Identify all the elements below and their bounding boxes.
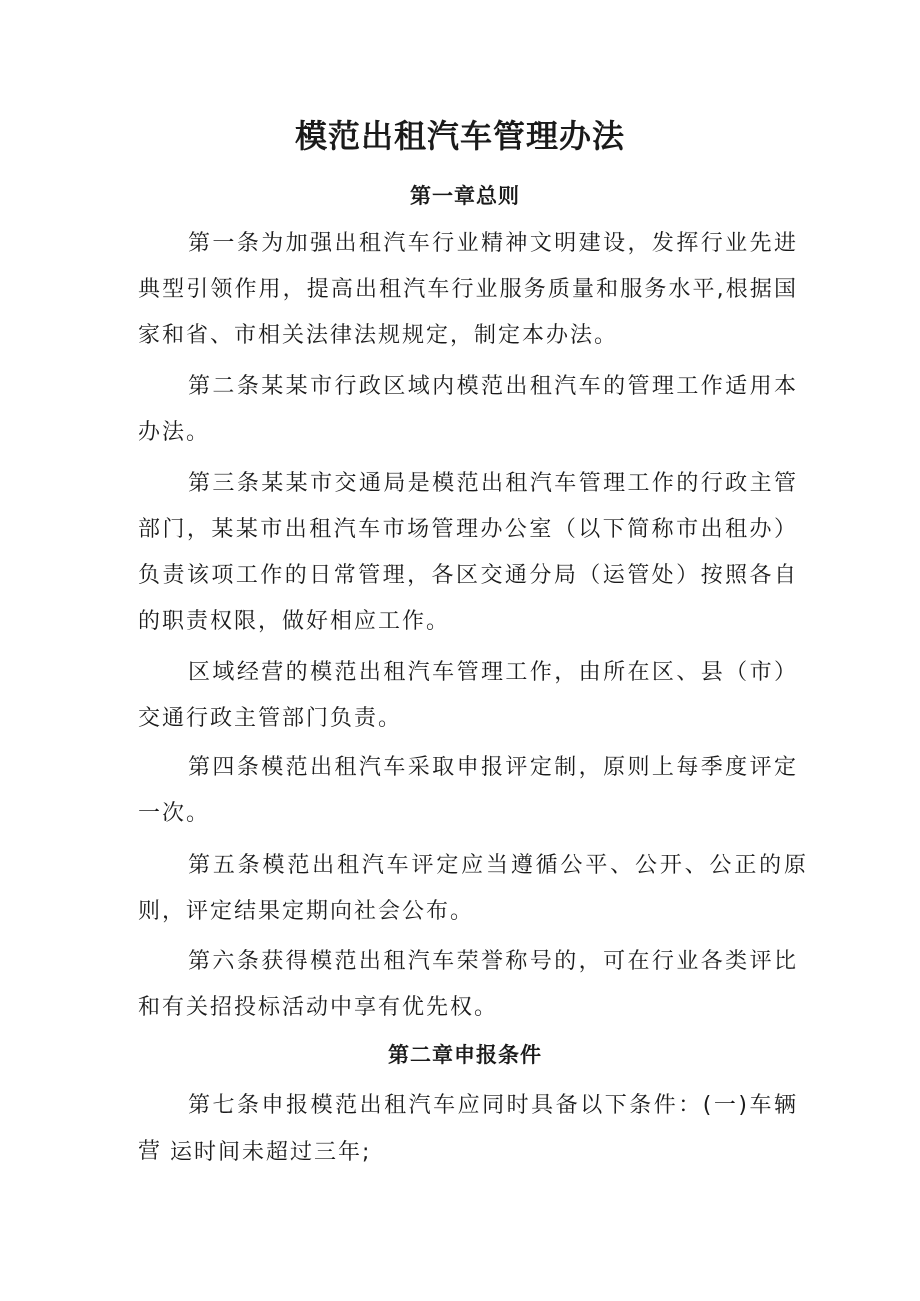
article-2-paragraph: 第二条某某市行政区域内模范出租汽车的管理工作适用本办法。 <box>138 374 798 445</box>
article-1-paragraph: 第一条为加强出租汽车行业精神文明建设，发挥行业先进典型引领作用，提高出租汽车行业服务质量和服务水平,根据国家和省、市相关法律法规规定，制定本办法。 <box>138 231 798 348</box>
document-title: 模范出租汽车管理办法 <box>294 117 625 155</box>
chapter-heading-1: 第一章总则 <box>410 184 520 208</box>
chapter-heading-2: 第二章申报条件 <box>388 1043 542 1067</box>
article-3-paragraph: 第三条某某市交通局是模范出租汽车管理工作的行政主管部门，某某市出租汽车市场管理办公室（以下简称市出租办）负责该项工作的日常管理，各区交通分局（运管处）按照各自的职责权限，做好相应工作。 <box>138 471 798 634</box>
article-7-condition-1: 运时间未超过三年; <box>170 1140 372 1165</box>
article-5-paragraph: 第五条模范出租汽车评定应当遵循公平、公开、公正的原则，评定结果定期向社会公布。 <box>138 853 808 924</box>
regional-management-paragraph: 区域经营的模范出租汽车管理工作，由所在区、县（市）交通行政主管部门负责。 <box>138 660 798 731</box>
article-4-paragraph: 第四条模范出租汽车采取申报评定制，原则上每季度评定一次。 <box>138 755 798 826</box>
article-6-paragraph: 第六条获得模范出租汽车荣誉称号的，可在行业各类评比和有关招投标活动中享有优先权。 <box>138 949 798 1020</box>
article-7-paragraph: 第七条申报模范出租汽车应同时具备以下条件：(一)车辆营 <box>138 1093 798 1164</box>
